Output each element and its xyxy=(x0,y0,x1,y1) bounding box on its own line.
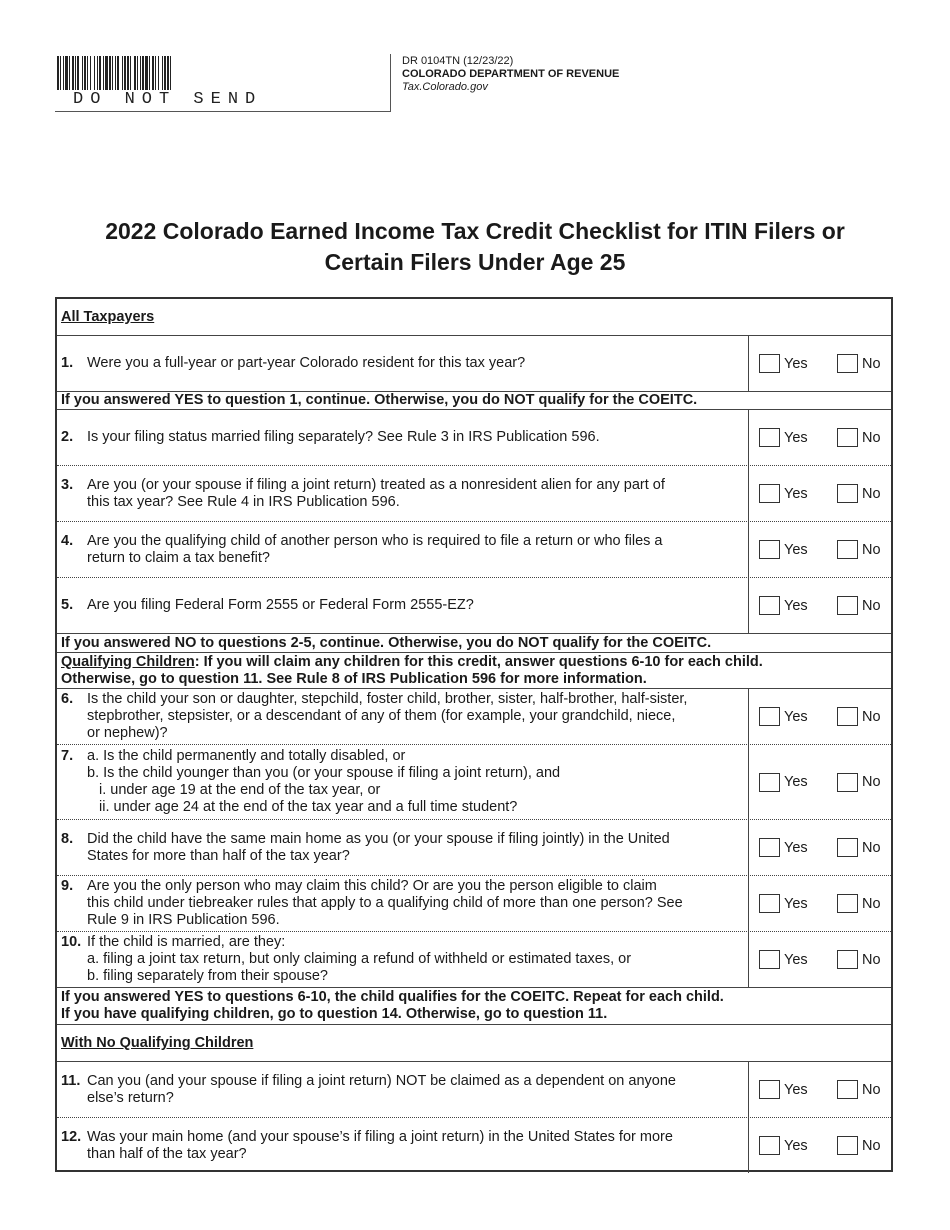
barcode-bar xyxy=(75,56,76,90)
barcode-bar xyxy=(140,56,141,90)
question-number: 6. xyxy=(61,691,74,707)
section-row-all-taxpayers xyxy=(57,299,891,336)
barcode-bar xyxy=(162,56,163,90)
question-row-10 xyxy=(57,932,891,988)
q4-no-checkbox[interactable] xyxy=(837,540,858,559)
q9-no-option[interactable] xyxy=(837,894,881,913)
answer-cell xyxy=(749,1118,891,1173)
barcode-bar xyxy=(105,56,108,90)
instruction-row xyxy=(57,988,891,1025)
question-row-6 xyxy=(57,689,891,745)
question-number: 2. xyxy=(61,429,74,445)
answer-cell xyxy=(749,410,891,465)
yes-label: Yes xyxy=(784,541,808,558)
q6-no-checkbox[interactable] xyxy=(837,707,858,726)
q12-yes-option[interactable] xyxy=(759,1136,808,1155)
question-text xyxy=(87,477,665,511)
q4-yes-checkbox[interactable] xyxy=(759,540,780,559)
yes-label: Yes xyxy=(784,597,808,614)
q5-yes-option[interactable] xyxy=(759,596,808,615)
question-line: stepbrother, stepsister, or a descendant of any of them (for example, your grandchild, niece, xyxy=(87,708,676,724)
q11-no-option[interactable] xyxy=(837,1080,881,1099)
question-line: i. under age 19 at the end of the tax year, or xyxy=(99,782,381,798)
q6-yes-option[interactable] xyxy=(759,707,808,726)
question-line: Did the child have the same main home as you (or your spouse if filing jointly) in the United xyxy=(87,830,670,847)
question-line: Are you (or your spouse if filing a joint return) treated as a nonresident alien for any part of xyxy=(87,476,665,493)
q2-yes-option[interactable] xyxy=(759,428,808,447)
barcode-bar xyxy=(127,56,129,90)
barcode-bar xyxy=(97,56,98,90)
no-label: No xyxy=(862,597,881,614)
yes-label: Yes xyxy=(784,708,808,725)
question-line: else’s return? xyxy=(87,1089,174,1106)
yes-label: Yes xyxy=(784,355,808,372)
q3-no-option[interactable] xyxy=(837,484,881,503)
barcode-bar xyxy=(69,56,70,90)
barcode-bar xyxy=(164,56,166,90)
question-row-5 xyxy=(57,578,891,634)
question-line: b. Is the child younger than you (or your spouse if filing a joint return), and xyxy=(87,765,561,781)
question-line: this child under tiebreaker rules that apply to a qualifying child of more than one person? See xyxy=(87,895,683,911)
section-heading-qualifying-children: Qualifying Children xyxy=(61,653,195,670)
q12-no-option[interactable] xyxy=(837,1136,881,1155)
no-label: No xyxy=(862,774,881,790)
q1-no-option[interactable] xyxy=(837,354,881,373)
barcode-image xyxy=(57,56,277,90)
answer-cell xyxy=(749,689,891,744)
instruction-row xyxy=(57,392,891,410)
question-row-7 xyxy=(57,745,891,820)
barcode-bar xyxy=(99,56,101,90)
yes-label: Yes xyxy=(784,1081,808,1098)
q1-yes-checkbox[interactable] xyxy=(759,354,780,373)
question-text: Are you filing Federal Form 2555 or Federal Form 2555-EZ? xyxy=(87,597,474,613)
question-text: Is your filing status married filing separately? See Rule 3 in IRS Publication 596. xyxy=(87,429,600,445)
yes-label: Yes xyxy=(784,895,808,912)
question-cell xyxy=(57,1118,749,1173)
q1-no-checkbox[interactable] xyxy=(837,354,858,373)
page-title xyxy=(40,216,910,278)
question-row-8 xyxy=(57,820,891,876)
q5-yes-checkbox[interactable] xyxy=(759,596,780,615)
title-line-1: 2022 Colorado Earned Income Tax Credit Checklist for ITIN Filers or xyxy=(105,218,845,244)
barcode-bar xyxy=(142,56,144,90)
barcode-bar xyxy=(117,56,119,90)
q7-yes-checkbox[interactable] xyxy=(759,773,780,792)
instruction-after-q5: If you answered NO to questions 2-5, continue. Otherwise, you do NOT qualify for the COEITC. xyxy=(61,634,712,651)
question-line: If the child is married, are they: xyxy=(87,934,286,950)
answer-cell xyxy=(749,876,891,931)
question-cell xyxy=(57,522,749,577)
no-label: No xyxy=(862,541,881,558)
section-row-qualifying-children xyxy=(57,653,891,689)
department-name: COLORADO DEPARTMENT OF REVENUE xyxy=(402,68,620,80)
q9-yes-option[interactable] xyxy=(759,894,808,913)
barcode-bar xyxy=(158,56,159,90)
question-line: States for more than half of the tax year? xyxy=(87,847,350,864)
header-vertical-divider xyxy=(390,54,391,112)
barcode-bar xyxy=(90,56,91,90)
question-line: Was your main home (and your spouse’s if filing a joint return) in the United States for more xyxy=(87,1128,673,1145)
answer-cell xyxy=(749,336,891,391)
question-line: or nephew)? xyxy=(87,725,168,741)
yes-label: Yes xyxy=(784,951,808,968)
barcode-bar xyxy=(94,56,95,90)
no-label: No xyxy=(862,1137,881,1154)
q12-yes-checkbox[interactable] xyxy=(759,1136,780,1155)
q3-no-checkbox[interactable] xyxy=(837,484,858,503)
q7-yes-option[interactable] xyxy=(759,773,808,792)
q10-yes-checkbox[interactable] xyxy=(759,950,780,969)
q3-yes-option[interactable] xyxy=(759,484,808,503)
question-text xyxy=(87,1073,676,1107)
no-label: No xyxy=(862,708,881,725)
answer-cell xyxy=(749,932,891,987)
yes-label: Yes xyxy=(784,429,808,446)
question-cell xyxy=(57,932,749,987)
question-line: b. filing separately from their spouse? xyxy=(87,968,328,984)
question-cell xyxy=(57,466,749,521)
q7-no-checkbox[interactable] xyxy=(837,773,858,792)
q12-no-checkbox[interactable] xyxy=(837,1136,858,1155)
title-line-2: Certain Filers Under Age 25 xyxy=(324,249,626,275)
q8-no-option[interactable] xyxy=(837,838,881,857)
section-heading-all-taxpayers: All Taxpayers xyxy=(61,309,155,325)
question-text xyxy=(87,533,663,567)
barcode-bar xyxy=(115,56,116,90)
no-label: No xyxy=(862,355,881,372)
barcode-bar xyxy=(63,56,64,90)
q8-no-checkbox[interactable] xyxy=(837,838,858,857)
question-number: 5. xyxy=(61,597,74,613)
no-label: No xyxy=(862,951,881,968)
barcode-bar xyxy=(103,56,104,90)
yes-label: Yes xyxy=(784,1137,808,1154)
question-number: 12. xyxy=(61,1128,82,1145)
question-cell xyxy=(57,578,749,633)
barcode-block xyxy=(55,54,391,112)
barcode-bar xyxy=(137,56,138,90)
q10-no-checkbox[interactable] xyxy=(837,950,858,969)
barcode-bar xyxy=(82,56,83,90)
question-line: Are you the qualifying child of another person who is required to file a return or who files a xyxy=(87,532,663,549)
question-number: 10. xyxy=(61,934,82,950)
barcode-bar xyxy=(77,56,79,90)
instruction-line-2: If you have qualifying children, go to question 14. Otherwise, go to question 11. xyxy=(61,1006,608,1022)
instruction-line-1: If you answered YES to questions 6-10, the child qualifies for the COEITC. Repeat for each child. xyxy=(61,989,724,1005)
barcode-bar xyxy=(134,56,136,90)
q11-no-checkbox[interactable] xyxy=(837,1080,858,1099)
form-meta xyxy=(402,55,619,94)
checklist-table xyxy=(55,297,893,1172)
barcode-divider xyxy=(55,111,391,112)
yes-label: Yes xyxy=(784,485,808,502)
q2-yes-checkbox[interactable] xyxy=(759,428,780,447)
answer-cell xyxy=(749,820,891,875)
answer-cell xyxy=(749,466,891,521)
do-not-send-label: DO NOT SEND xyxy=(73,90,263,109)
question-line: this tax year? See Rule 4 in IRS Publication 596. xyxy=(87,493,400,510)
question-row-3 xyxy=(57,466,891,522)
no-label: No xyxy=(862,1081,881,1098)
barcode-bar xyxy=(65,56,68,90)
question-text xyxy=(87,831,670,865)
barcode-bar xyxy=(130,56,131,90)
question-row-2 xyxy=(57,410,891,466)
section-qualifying-children xyxy=(57,653,891,688)
question-row-9 xyxy=(57,876,891,932)
question-cell xyxy=(57,820,749,875)
question-number: 9. xyxy=(61,878,74,894)
q10-no-option[interactable] xyxy=(837,950,881,969)
q10-yes-option[interactable] xyxy=(759,950,808,969)
question-cell xyxy=(57,410,749,465)
barcode-bar xyxy=(145,56,148,90)
yes-label: Yes xyxy=(784,839,808,856)
q5-no-checkbox[interactable] xyxy=(837,596,858,615)
no-label: No xyxy=(862,895,881,912)
question-text xyxy=(87,934,631,985)
q4-no-option[interactable] xyxy=(837,540,881,559)
question-row-1 xyxy=(57,336,891,392)
q6-no-option[interactable] xyxy=(837,707,881,726)
no-label: No xyxy=(862,429,881,446)
question-line: a. filing a joint tax return, but only claiming a refund of withheld or estimated taxes, or xyxy=(87,951,632,967)
question-row-12 xyxy=(57,1118,891,1173)
q11-yes-checkbox[interactable] xyxy=(759,1080,780,1099)
section-heading-no-qualifying-children: With No Qualifying Children xyxy=(61,1035,254,1051)
question-row-4 xyxy=(57,522,891,578)
question-row-11 xyxy=(57,1062,891,1118)
no-label: No xyxy=(862,485,881,502)
question-cell xyxy=(57,745,749,819)
question-line: Can you (and your spouse if filing a joint return) NOT be claimed as a dependent on anyone xyxy=(87,1072,676,1089)
question-line: return to claim a tax benefit? xyxy=(87,549,270,566)
barcode-bar xyxy=(155,56,156,90)
department-website: Tax.Colorado.gov xyxy=(402,81,488,93)
question-number: 7. xyxy=(61,748,74,764)
instruction-after-q10 xyxy=(57,988,891,1024)
instruction-row xyxy=(57,634,891,653)
question-number: 8. xyxy=(61,830,74,847)
barcode-bar xyxy=(124,56,126,90)
question-line: Is the child your son or daughter, stepchild, foster child, brother, sister, half-brother, half-sister, xyxy=(87,691,688,707)
section-instruction-line-2: Otherwise, go to question 11. See Rule 8 of IRS Publication 596 for more information. xyxy=(61,670,647,687)
barcode-bar xyxy=(122,56,123,90)
question-text xyxy=(87,748,560,816)
question-cell xyxy=(57,689,749,744)
q8-yes-option[interactable] xyxy=(759,838,808,857)
barcode-bar xyxy=(87,56,88,90)
section-instruction: : If you will claim any children for this credit, answer questions 6-10 for each child. xyxy=(194,653,763,670)
q11-yes-option[interactable] xyxy=(759,1080,808,1099)
q1-yes-option[interactable] xyxy=(759,354,808,373)
question-cell xyxy=(57,336,749,391)
barcode-bar xyxy=(84,56,86,90)
question-line: a. Is the child permanently and totally disabled, or xyxy=(87,748,406,764)
question-number: 1. xyxy=(61,355,74,371)
barcode-bar xyxy=(109,56,111,90)
q5-no-option[interactable] xyxy=(837,596,881,615)
q7-no-option[interactable] xyxy=(837,773,881,792)
q9-no-checkbox[interactable] xyxy=(837,894,858,913)
q9-yes-checkbox[interactable] xyxy=(759,894,780,913)
barcode-bar xyxy=(72,56,74,90)
section-row-no-qualifying-children xyxy=(57,1025,891,1062)
barcode-bar xyxy=(149,56,150,90)
q4-yes-option[interactable] xyxy=(759,540,808,559)
question-cell xyxy=(57,876,749,931)
question-text: Were you a full-year or part-year Colorado resident for this tax year? xyxy=(87,355,526,371)
q3-yes-checkbox[interactable] xyxy=(759,484,780,503)
barcode-bar xyxy=(60,56,61,90)
question-number: 11. xyxy=(61,1072,81,1089)
q2-no-checkbox[interactable] xyxy=(837,428,858,447)
yes-label: Yes xyxy=(784,774,808,790)
q2-no-option[interactable] xyxy=(837,428,881,447)
question-text xyxy=(87,878,683,929)
barcode-bar xyxy=(167,56,169,90)
question-cell xyxy=(57,1062,749,1117)
barcode-bar xyxy=(112,56,113,90)
question-line: Are you the only person who may claim this child? Or are you the person eligible to claim xyxy=(87,878,657,894)
question-number: 3. xyxy=(61,476,74,493)
q6-yes-checkbox[interactable] xyxy=(759,707,780,726)
q8-yes-checkbox[interactable] xyxy=(759,838,780,857)
answer-cell xyxy=(749,1062,891,1117)
question-text xyxy=(87,691,687,742)
barcode-bar xyxy=(57,56,59,90)
answer-cell xyxy=(749,578,891,633)
form-number: DR 0104TN (12/23/22) xyxy=(402,55,514,67)
question-number: 4. xyxy=(61,532,74,549)
question-line: Rule 9 in IRS Publication 596. xyxy=(87,912,280,928)
answer-cell xyxy=(749,745,891,819)
question-line: than half of the tax year? xyxy=(87,1145,247,1162)
question-line: ii. under age 24 at the end of the tax year and a full time student? xyxy=(99,799,518,815)
no-label: No xyxy=(862,839,881,856)
barcode-bar xyxy=(152,56,154,90)
barcode-bar xyxy=(170,56,171,90)
answer-cell xyxy=(749,522,891,577)
instruction-after-q1: If you answered YES to question 1, continue. Otherwise, you do NOT qualify for the COEITC. xyxy=(61,392,698,408)
question-text xyxy=(87,1129,673,1163)
